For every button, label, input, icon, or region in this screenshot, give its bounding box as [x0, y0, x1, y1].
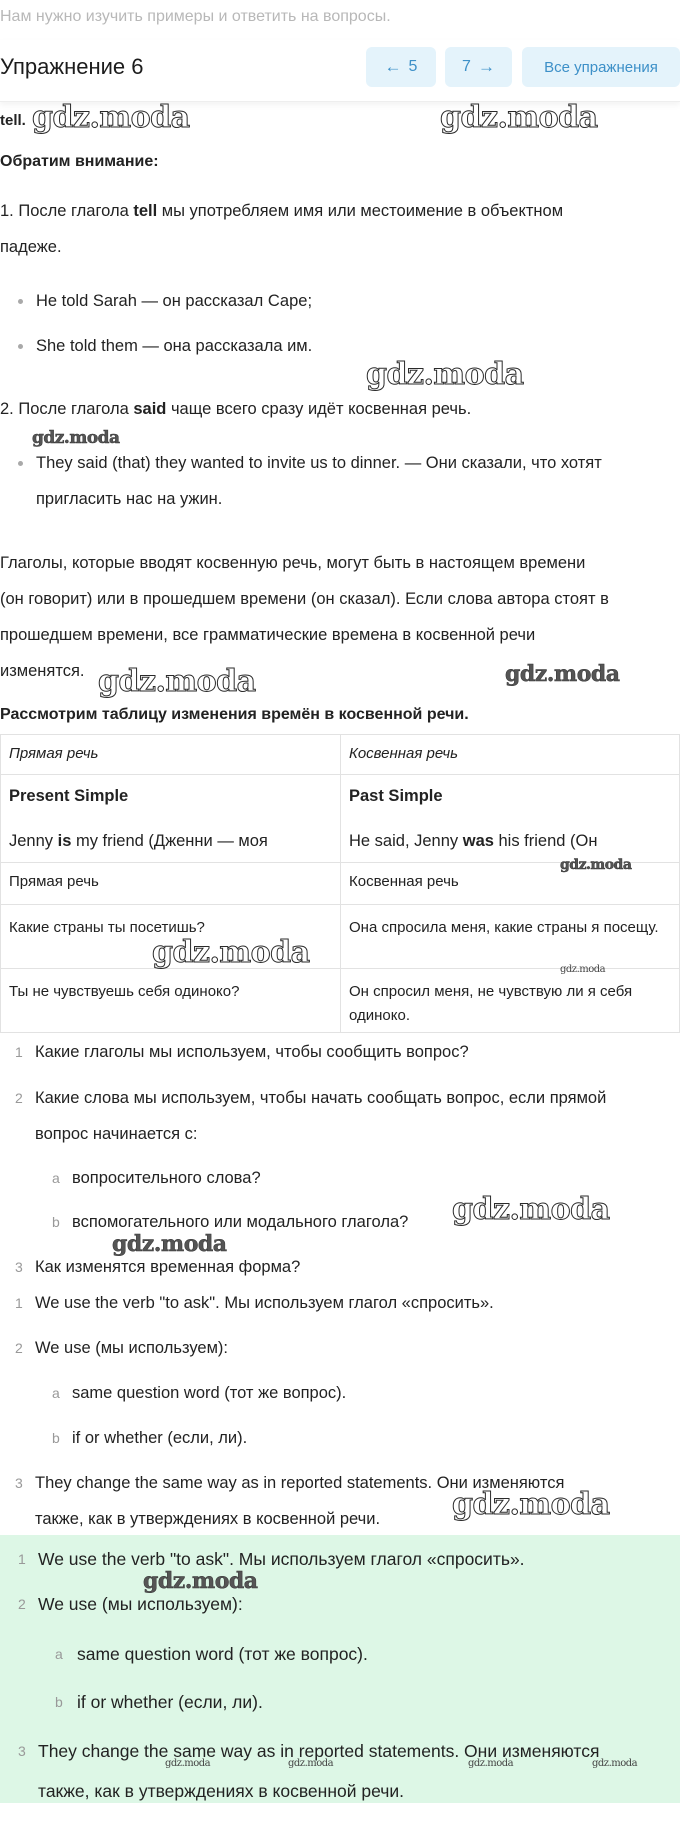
- table-cell: Ты не чувствуешь себя одиноко?: [1, 969, 341, 1033]
- answer-text: if or whether (если, ли).: [72, 1429, 248, 1447]
- page-title: Упражнение 6: [0, 54, 144, 79]
- arrow-left-icon: ←: [384, 57, 402, 76]
- answer-text-line2: также, как в утверждениях в косвенной речи.: [38, 1781, 404, 1801]
- answer-2: [0, 1586, 680, 1622]
- bullet-dot: [18, 344, 23, 349]
- table-row: [1, 775, 680, 863]
- example-sentence: [349, 832, 597, 851]
- list-number: 3: [15, 1475, 23, 1491]
- table-cell: [341, 775, 680, 863]
- bullet-text: They said (that) they wanted to invite us to dinner. — Они сказали, что хотят: [36, 454, 602, 472]
- watermark: gdz.moda: [592, 1758, 638, 1769]
- answer-text: same question word (тот же вопрос).: [72, 1384, 347, 1402]
- bullet-dot: [18, 299, 23, 304]
- table-heading: Рассмотрим таблицу изменения времён в косвенной речи.: [0, 706, 469, 723]
- table-cell: Она спросила меня, какие страны я посещу.: [341, 905, 680, 969]
- answer-box: [0, 1535, 680, 1803]
- question-1: [0, 1034, 680, 1070]
- example-sentence: [9, 832, 268, 851]
- answer-text: We use the verb "to ask". Мы используем глагол «спросить».: [35, 1294, 494, 1312]
- answer-text: They change the same way as in reported statements. Они изменяются: [35, 1474, 565, 1492]
- answer-text-line2: также, как в утверждениях в косвенной речи.: [35, 1510, 381, 1528]
- rule-1-rest: мы употребляем имя или местоимение в объектном: [157, 202, 564, 220]
- example-part: Jenny: [9, 832, 58, 850]
- rule-1-line2: падеже.: [0, 238, 62, 256]
- list-item: [18, 283, 312, 319]
- watermark: gdz.moda: [468, 1758, 514, 1769]
- next-exercise-label: 7: [462, 58, 471, 75]
- arrow-right-icon: →: [477, 57, 495, 76]
- example-verb: is: [57, 832, 72, 850]
- watermark: gdz.moda: [560, 857, 632, 873]
- question-3: [0, 1249, 680, 1285]
- table-head-cell: Прямая речь: [1, 735, 341, 775]
- watermark: gdz.moda: [288, 1758, 334, 1769]
- question-text-line2: вопрос начинается с:: [35, 1125, 198, 1143]
- table-row: [1, 735, 680, 775]
- question-2: [0, 1080, 680, 1152]
- question-2a: [52, 1160, 261, 1196]
- rule-2-prefix: 2. После глагола: [0, 400, 134, 418]
- answer-2: [0, 1330, 680, 1366]
- attention-heading: Обратим внимание:: [0, 153, 159, 170]
- exercise-header: [0, 40, 680, 102]
- answer-2a: [55, 1636, 368, 1672]
- list-number: 2: [15, 1340, 23, 1356]
- watermark: gdz.moda: [452, 1192, 610, 1227]
- answer-text: We use (мы используем):: [38, 1594, 243, 1614]
- rule-2-rest: чаще всего сразу идёт косвенная речь.: [166, 400, 472, 418]
- answer-text: They change the same way as in reported statements. Они изменяются: [38, 1741, 600, 1761]
- prev-exercise-label: 5: [408, 58, 418, 75]
- answer-1: [0, 1541, 680, 1577]
- watermark: gdz.moda: [32, 100, 190, 135]
- table-row: [1, 905, 680, 969]
- answer-text: if or whether (если, ли).: [77, 1692, 263, 1712]
- table-row: [1, 969, 680, 1033]
- answer-2b: [55, 1684, 263, 1720]
- table-cell: [1, 775, 341, 863]
- answer-text: same question word (тот же вопрос).: [77, 1644, 368, 1664]
- watermark: gdz.moda: [165, 1758, 211, 1769]
- table-head-cell: Косвенная речь: [341, 735, 680, 775]
- bullet-dot: [18, 461, 23, 466]
- answer-text: We use (мы используем):: [35, 1339, 228, 1357]
- table-cell: Какие страны ты посетишь?: [1, 905, 341, 969]
- watermark: gdz.moda: [112, 1231, 227, 1257]
- bullet-text: She told them — она рассказала им.: [36, 337, 313, 355]
- prev-exercise-button[interactable]: [366, 47, 436, 87]
- rule-1-keyword: tell: [133, 202, 158, 220]
- example-verb: was: [462, 832, 494, 850]
- bullet-text: He told Sarah — он рассказал Саре;: [36, 292, 313, 310]
- paragraph-line: (он говорит) или в прошедшем времени (он сказал). Если слова автора стоят в: [0, 590, 609, 608]
- question-text: Какие слова мы используем, чтобы начать сообщать вопрос, если прямой: [35, 1089, 607, 1107]
- list-number: 2: [18, 1596, 26, 1612]
- watermark: gdz.moda: [505, 661, 620, 687]
- watermark: gdz.moda: [143, 1568, 258, 1594]
- all-exercises-button[interactable]: Все упражнения: [522, 47, 680, 87]
- list-letter: b: [55, 1694, 63, 1710]
- example-part: my friend (Дженни — моя: [71, 832, 268, 850]
- tell-line: tell.: [0, 112, 26, 129]
- rule-1-prefix: 1. После глагола: [0, 202, 134, 220]
- list-number: 2: [15, 1090, 23, 1106]
- paragraph-line: изменятся.: [0, 662, 85, 680]
- table-head-cell: Косвенная речь: [341, 863, 680, 905]
- question-text: Какие глаголы мы используем, чтобы сообщить вопрос?: [35, 1043, 469, 1061]
- paragraph-line: прошедшем времени, все грамматические времена в косвенной речи: [0, 626, 536, 644]
- table-cell: Он спросил меня, не чувствую ли я себя одиноко.: [341, 969, 680, 1033]
- list-letter: b: [52, 1214, 60, 1230]
- list-number: 1: [15, 1044, 23, 1060]
- bullet-text-line2: пригласить нас на ужин.: [36, 490, 223, 508]
- list-number: 3: [15, 1259, 23, 1275]
- watermark: gdz.moda: [32, 428, 120, 448]
- list-item: [18, 328, 312, 364]
- answer-3: [0, 1731, 680, 1811]
- list-number: 1: [18, 1551, 26, 1567]
- example-part: He said, Jenny: [349, 832, 463, 850]
- question-text: Как изменятся временная форма?: [35, 1258, 301, 1276]
- table-head-cell: Прямая речь: [1, 863, 341, 905]
- rule-2-keyword: said: [133, 400, 167, 418]
- tense-name: Present Simple: [9, 787, 129, 805]
- list-number: 1: [15, 1295, 23, 1311]
- answer-2b: [52, 1420, 247, 1456]
- paragraph-line: Глаголы, которые вводят косвенную речь, могут быть в настоящем времени: [0, 554, 586, 572]
- list-letter: b: [52, 1430, 60, 1446]
- watermark: gdz.moda: [98, 664, 256, 699]
- answer-2a: [52, 1375, 346, 1411]
- next-exercise-button[interactable]: [445, 47, 512, 87]
- answer-1: [0, 1285, 680, 1321]
- list-letter: a: [55, 1646, 63, 1662]
- question-2b: [52, 1204, 408, 1240]
- watermark: gdz.moda: [366, 357, 524, 392]
- watermark: gdz.moda: [152, 935, 310, 970]
- list-letter: a: [52, 1385, 60, 1401]
- list-letter: a: [52, 1170, 60, 1186]
- answer-text: We use the verb "to ask". Мы используем глагол «спросить».: [38, 1549, 525, 1569]
- list-item: [18, 445, 602, 517]
- example-part: his friend (Он: [493, 832, 598, 850]
- rule-2: [0, 391, 471, 427]
- list-number: 3: [18, 1743, 26, 1759]
- question-text: вспомогательного или модального глагола?: [72, 1213, 409, 1231]
- tense-table: [0, 734, 680, 1033]
- watermark: gdz.moda: [440, 100, 598, 135]
- intro-text: Нам нужно изучить примеры и ответить на вопросы.: [0, 8, 391, 25]
- rule-1: [0, 193, 563, 229]
- watermark: gdz.moda: [452, 1487, 610, 1522]
- watermark: gdz.moda: [560, 964, 606, 975]
- tense-name: Past Simple: [349, 787, 443, 805]
- question-text: вопросительного слова?: [72, 1169, 261, 1187]
